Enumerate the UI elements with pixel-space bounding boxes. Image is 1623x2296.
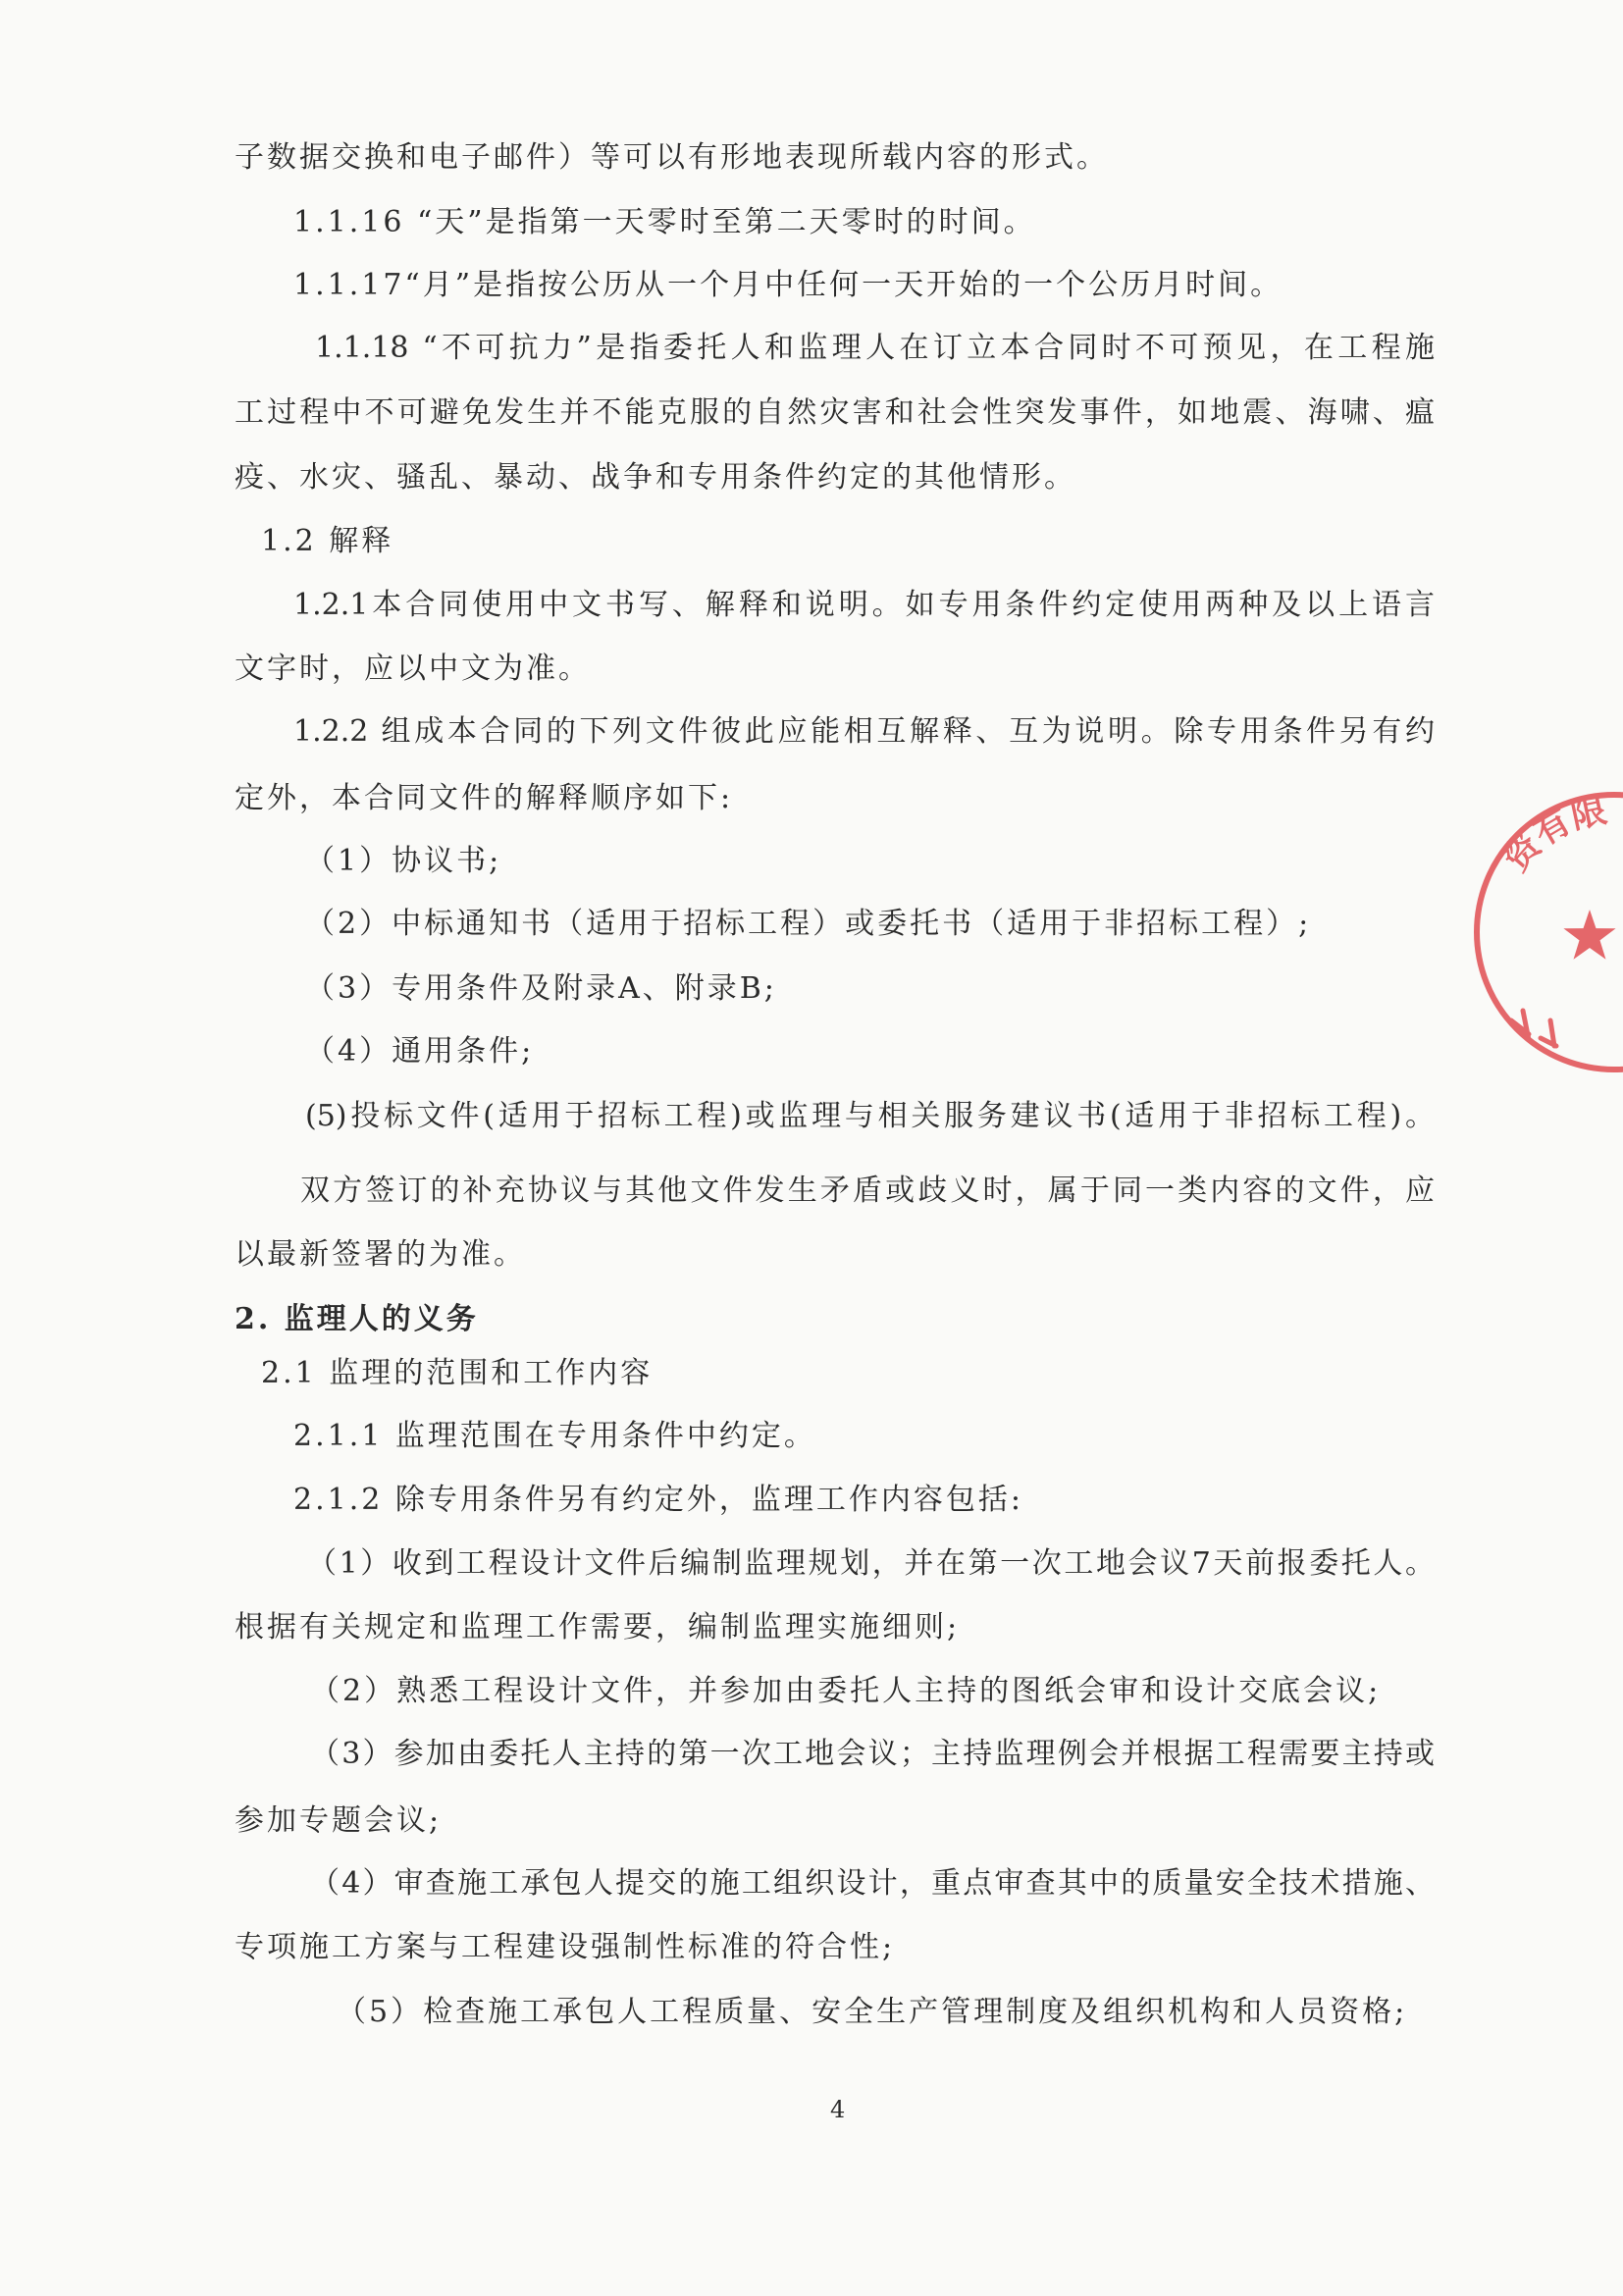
text-line: 2.1.1 监理范围在专用条件中约定。 [293, 1419, 816, 1453]
text-line: 1.1.17“月”是指按公历从一个月中任何一天开始的一个公历月时间。 [293, 268, 1283, 302]
text-line: 1.2 解释 [261, 524, 394, 558]
text-line: 1.2.2 组成本合同的下列文件彼此应能相互解释、互为说明。除专用条件另有约 [293, 714, 1435, 749]
text-line: （2）中标通知书（适用于招标工程）或委托书（适用于非招标工程）; [305, 907, 1312, 941]
text-line: 根据有关规定和监理工作需要，编制监理实施细则; [235, 1610, 961, 1644]
text-line: （4）审查施工承包人提交的施工组织设计，重点审查其中的质量安全技术措施、 [310, 1866, 1435, 1901]
company-seal [1442, 726, 1623, 1138]
text-line: 1.2.1本合同使用中文书写、解释和说明。如专用条件约定使用两种及以上语言 [293, 588, 1435, 622]
text-line: 2.1.2 除专用条件另有约定外，监理工作内容包括: [293, 1483, 1023, 1517]
text-line: 1.1.18 “不可抗力”是指委托人和监理人在订立本合同时不可预见，在工程施 [315, 331, 1435, 365]
text-line: （1）协议书; [305, 844, 502, 878]
seal-text-path: 资有限 [1494, 789, 1610, 880]
text-line: （3）参加由委托人主持的第一次工地会议；主持监理例会并根据工程需要主持或 [310, 1737, 1435, 1771]
text-line: 参加专题会议; [235, 1803, 443, 1838]
text-line: （4）通用条件; [305, 1034, 535, 1069]
text-line: （2）熟悉工程设计文件，并参加由委托人主持的图纸会审和设计交底会议; [310, 1674, 1382, 1708]
text-line: 2.1 监理的范围和工作内容 [261, 1356, 654, 1390]
seal-text [1495, 789, 1610, 879]
text-line: 2. 监理人的义务 [235, 1302, 479, 1336]
text-line: 双方签订的补充协议与其他文件发生矛盾或歧义时，属于同一类内容的文件，应 [300, 1174, 1435, 1208]
text-line: 定外，本合同文件的解释顺序如下: [235, 781, 734, 815]
page-number: 4 [830, 2096, 846, 2123]
text-line: 疫、水灾、骚乱、暴动、战争和专用条件约定的其他情形。 [235, 460, 1076, 495]
text-line: （3）专用条件及附录A、附录B; [305, 971, 777, 1006]
text-line: （5）检查施工承包人工程质量、安全生产管理制度及组织机构和人员资格; [337, 1995, 1408, 2029]
text-line: 1.1.16 “天”是指第一天零时至第二天零时的时间。 [293, 205, 1036, 239]
text-line: 工过程中不可避免发生并不能克服的自然灾害和社会性突发事件，如地震、海啸、瘟 [235, 395, 1435, 430]
text-line: 专项施工方案与工程建设强制性标准的符合性; [235, 1930, 896, 1964]
text-line: (5)投标文件(适用于招标工程)或监理与相关服务建议书(适用于非招标工程)。 [305, 1099, 1435, 1133]
text-line: （1）收到工程设计文件后编制监理规划，并在第一次工地会议7天前报委托人。 [307, 1546, 1435, 1581]
seal-star-icon [1563, 910, 1615, 960]
text-line: 子数据交换和电子邮件）等可以有形地表现所载内容的形式。 [235, 140, 1109, 175]
text-line: 文字时，应以中文为准。 [235, 652, 591, 686]
text-line: 以最新签署的为准。 [235, 1237, 526, 1272]
